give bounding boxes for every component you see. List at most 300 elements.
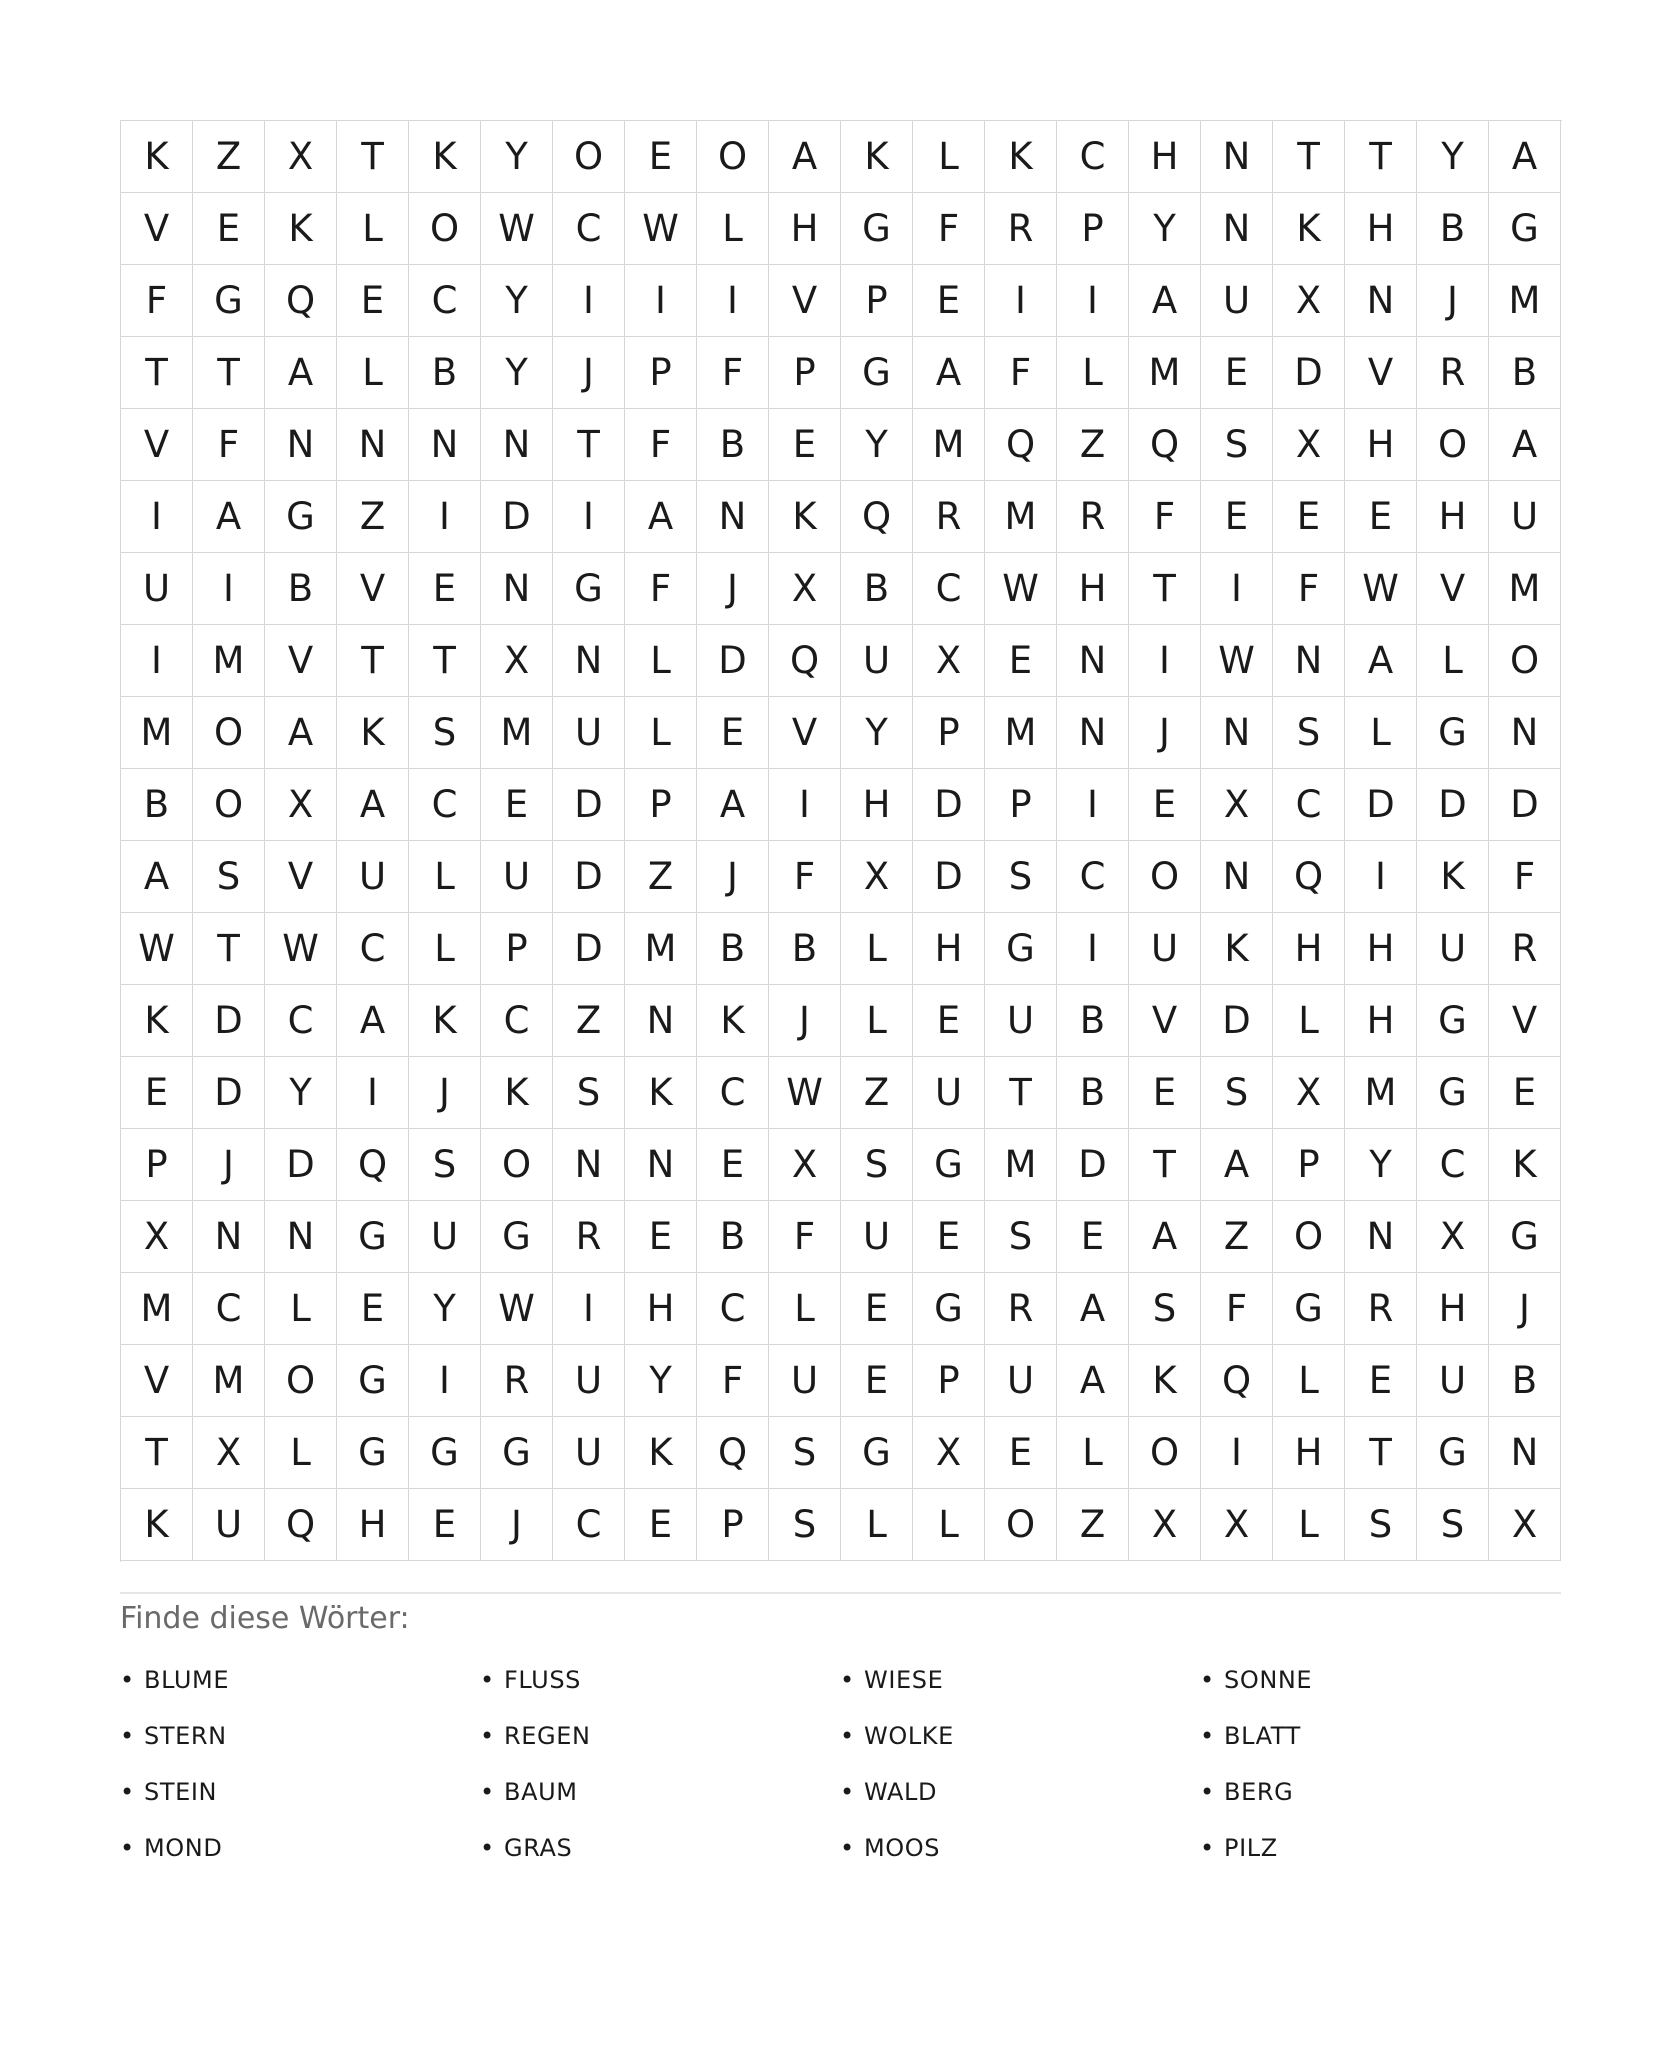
grid-cell[interactable]: F xyxy=(769,841,841,913)
grid-cell[interactable]: F xyxy=(625,553,697,625)
grid-cell[interactable]: F xyxy=(697,337,769,409)
grid-cell[interactable]: Y xyxy=(1345,1129,1417,1201)
grid-cell[interactable]: E xyxy=(193,193,265,265)
grid-cell[interactable]: U xyxy=(553,1345,625,1417)
grid-cell[interactable]: B xyxy=(1489,1345,1561,1417)
grid-cell[interactable]: L xyxy=(841,913,913,985)
grid-cell[interactable]: F xyxy=(913,193,985,265)
grid-cell[interactable]: K xyxy=(1201,913,1273,985)
grid-cell[interactable]: Y xyxy=(841,409,913,481)
grid-cell[interactable]: M xyxy=(1345,1057,1417,1129)
grid-cell[interactable]: F xyxy=(625,409,697,481)
grid-cell[interactable]: X xyxy=(265,121,337,193)
grid-cell[interactable]: P xyxy=(481,913,553,985)
grid-cell[interactable]: E xyxy=(337,1273,409,1345)
grid-cell[interactable]: X xyxy=(1273,1057,1345,1129)
grid-cell[interactable]: V xyxy=(337,553,409,625)
grid-cell[interactable]: G xyxy=(481,1417,553,1489)
grid-cell[interactable]: Q xyxy=(985,409,1057,481)
grid-cell[interactable]: P xyxy=(625,769,697,841)
grid-cell[interactable]: E xyxy=(1201,481,1273,553)
grid-cell[interactable]: F xyxy=(1129,481,1201,553)
grid-cell[interactable]: Q xyxy=(337,1129,409,1201)
grid-cell[interactable]: N xyxy=(265,409,337,481)
grid-cell[interactable]: A xyxy=(337,769,409,841)
grid-cell[interactable]: Z xyxy=(553,985,625,1057)
grid-cell[interactable]: P xyxy=(913,1345,985,1417)
grid-cell[interactable]: J xyxy=(409,1057,481,1129)
grid-cell[interactable]: W xyxy=(985,553,1057,625)
grid-cell[interactable]: W xyxy=(769,1057,841,1129)
grid-cell[interactable]: O xyxy=(1129,841,1201,913)
grid-cell[interactable]: T xyxy=(409,625,481,697)
grid-cell[interactable]: R xyxy=(913,481,985,553)
grid-cell[interactable]: C xyxy=(553,1489,625,1561)
grid-cell[interactable]: K xyxy=(625,1057,697,1129)
grid-cell[interactable]: B xyxy=(769,913,841,985)
grid-cell[interactable]: T xyxy=(121,1417,193,1489)
grid-cell[interactable]: D xyxy=(265,1129,337,1201)
grid-cell[interactable]: I xyxy=(1057,769,1129,841)
grid-cell[interactable]: K xyxy=(337,697,409,769)
grid-cell[interactable]: L xyxy=(1057,1417,1129,1489)
grid-cell[interactable]: E xyxy=(1273,481,1345,553)
grid-cell[interactable]: S xyxy=(769,1489,841,1561)
grid-cell[interactable]: L xyxy=(1273,985,1345,1057)
grid-cell[interactable]: U xyxy=(1417,1345,1489,1417)
grid-cell[interactable]: B xyxy=(697,913,769,985)
grid-cell[interactable]: N xyxy=(1489,1417,1561,1489)
grid-cell[interactable]: E xyxy=(769,409,841,481)
grid-cell[interactable]: P xyxy=(1057,193,1129,265)
grid-cell[interactable]: D xyxy=(193,1057,265,1129)
grid-cell[interactable]: L xyxy=(841,985,913,1057)
grid-cell[interactable]: M xyxy=(193,625,265,697)
grid-cell[interactable]: E xyxy=(121,1057,193,1129)
grid-cell[interactable]: E xyxy=(409,1489,481,1561)
grid-cell[interactable]: H xyxy=(337,1489,409,1561)
grid-cell[interactable]: S xyxy=(1129,1273,1201,1345)
grid-cell[interactable]: Q xyxy=(1273,841,1345,913)
grid-cell[interactable]: K xyxy=(121,121,193,193)
grid-cell[interactable]: A xyxy=(121,841,193,913)
grid-cell[interactable]: G xyxy=(913,1273,985,1345)
grid-cell[interactable]: M xyxy=(985,481,1057,553)
grid-cell[interactable]: L xyxy=(337,337,409,409)
grid-cell[interactable]: F xyxy=(121,265,193,337)
grid-cell[interactable]: A xyxy=(337,985,409,1057)
grid-cell[interactable]: A xyxy=(265,337,337,409)
grid-cell[interactable]: S xyxy=(553,1057,625,1129)
grid-cell[interactable]: K xyxy=(409,985,481,1057)
grid-cell[interactable]: G xyxy=(1417,1057,1489,1129)
grid-cell[interactable]: Y xyxy=(1129,193,1201,265)
grid-cell[interactable]: H xyxy=(1417,1273,1489,1345)
grid-cell[interactable]: K xyxy=(841,121,913,193)
grid-cell[interactable]: T xyxy=(337,625,409,697)
grid-cell[interactable]: G xyxy=(841,193,913,265)
grid-cell[interactable]: L xyxy=(265,1417,337,1489)
grid-cell[interactable]: Y xyxy=(841,697,913,769)
grid-cell[interactable]: I xyxy=(1201,1417,1273,1489)
grid-cell[interactable]: N xyxy=(697,481,769,553)
grid-cell[interactable]: C xyxy=(697,1057,769,1129)
grid-cell[interactable]: S xyxy=(193,841,265,913)
grid-cell[interactable]: V xyxy=(265,625,337,697)
grid-cell[interactable]: A xyxy=(769,121,841,193)
grid-cell[interactable]: V xyxy=(1129,985,1201,1057)
grid-cell[interactable]: J xyxy=(769,985,841,1057)
grid-cell[interactable]: O xyxy=(193,769,265,841)
grid-cell[interactable]: U xyxy=(481,841,553,913)
grid-cell[interactable]: J xyxy=(1489,1273,1561,1345)
grid-cell[interactable]: I xyxy=(121,625,193,697)
grid-cell[interactable]: Q xyxy=(1201,1345,1273,1417)
grid-cell[interactable]: N xyxy=(553,1129,625,1201)
grid-cell[interactable]: C xyxy=(1273,769,1345,841)
grid-cell[interactable]: I xyxy=(409,1345,481,1417)
grid-cell[interactable]: Q xyxy=(769,625,841,697)
grid-cell[interactable]: O xyxy=(985,1489,1057,1561)
grid-cell[interactable]: Z xyxy=(337,481,409,553)
grid-cell[interactable]: H xyxy=(625,1273,697,1345)
grid-cell[interactable]: X xyxy=(913,1417,985,1489)
grid-cell[interactable]: J xyxy=(481,1489,553,1561)
grid-cell[interactable]: A xyxy=(697,769,769,841)
grid-cell[interactable]: H xyxy=(913,913,985,985)
grid-cell[interactable]: U xyxy=(409,1201,481,1273)
grid-cell[interactable]: A xyxy=(625,481,697,553)
grid-cell[interactable]: K xyxy=(121,1489,193,1561)
grid-cell[interactable]: K xyxy=(1417,841,1489,913)
grid-cell[interactable]: M xyxy=(985,1129,1057,1201)
grid-cell[interactable]: A xyxy=(1489,121,1561,193)
grid-cell[interactable]: T xyxy=(985,1057,1057,1129)
grid-cell[interactable]: M xyxy=(1129,337,1201,409)
grid-cell[interactable]: H xyxy=(1345,985,1417,1057)
grid-cell[interactable]: W xyxy=(481,1273,553,1345)
grid-cell[interactable]: P xyxy=(625,337,697,409)
grid-cell[interactable]: M xyxy=(121,1273,193,1345)
grid-cell[interactable]: K xyxy=(409,121,481,193)
grid-cell[interactable]: B xyxy=(1057,985,1129,1057)
grid-cell[interactable]: W xyxy=(1345,553,1417,625)
grid-cell[interactable]: I xyxy=(697,265,769,337)
grid-cell[interactable]: G xyxy=(337,1417,409,1489)
grid-cell[interactable]: I xyxy=(985,265,1057,337)
grid-cell[interactable]: N xyxy=(1057,697,1129,769)
grid-cell[interactable]: J xyxy=(697,841,769,913)
grid-cell[interactable]: N xyxy=(481,409,553,481)
grid-cell[interactable]: G xyxy=(985,913,1057,985)
grid-cell[interactable]: M xyxy=(481,697,553,769)
grid-cell[interactable]: B xyxy=(1417,193,1489,265)
grid-cell[interactable]: X xyxy=(193,1417,265,1489)
grid-cell[interactable]: I xyxy=(625,265,697,337)
grid-cell[interactable]: S xyxy=(1345,1489,1417,1561)
grid-cell[interactable]: O xyxy=(697,121,769,193)
grid-cell[interactable]: U xyxy=(1417,913,1489,985)
grid-cell[interactable]: A xyxy=(913,337,985,409)
grid-cell[interactable]: J xyxy=(553,337,625,409)
grid-cell[interactable]: U xyxy=(841,625,913,697)
grid-cell[interactable]: F xyxy=(1273,553,1345,625)
grid-cell[interactable]: Q xyxy=(265,1489,337,1561)
grid-cell[interactable]: Z xyxy=(841,1057,913,1129)
grid-cell[interactable]: N xyxy=(1201,121,1273,193)
grid-cell[interactable]: D xyxy=(553,913,625,985)
grid-cell[interactable]: Y xyxy=(265,1057,337,1129)
grid-cell[interactable]: G xyxy=(553,553,625,625)
grid-cell[interactable]: V xyxy=(121,193,193,265)
grid-cell[interactable]: A xyxy=(1057,1273,1129,1345)
grid-cell[interactable]: O xyxy=(553,121,625,193)
grid-cell[interactable]: U xyxy=(121,553,193,625)
grid-cell[interactable]: O xyxy=(193,697,265,769)
grid-cell[interactable]: N xyxy=(1273,625,1345,697)
grid-cell[interactable]: I xyxy=(1057,913,1129,985)
grid-cell[interactable]: C xyxy=(553,193,625,265)
grid-cell[interactable]: H xyxy=(1273,913,1345,985)
grid-cell[interactable]: E xyxy=(1345,481,1417,553)
grid-cell[interactable]: T xyxy=(193,337,265,409)
grid-cell[interactable]: L xyxy=(409,841,481,913)
grid-cell[interactable]: Q xyxy=(1129,409,1201,481)
grid-cell[interactable]: W xyxy=(625,193,697,265)
grid-cell[interactable]: X xyxy=(1273,409,1345,481)
grid-cell[interactable]: Z xyxy=(1201,1201,1273,1273)
grid-cell[interactable]: P xyxy=(121,1129,193,1201)
grid-cell[interactable]: X xyxy=(121,1201,193,1273)
grid-cell[interactable]: N xyxy=(337,409,409,481)
grid-cell[interactable]: C xyxy=(1057,121,1129,193)
grid-cell[interactable]: D xyxy=(697,625,769,697)
grid-cell[interactable]: O xyxy=(1273,1201,1345,1273)
grid-cell[interactable]: B xyxy=(1057,1057,1129,1129)
grid-cell[interactable]: T xyxy=(1129,1129,1201,1201)
grid-cell[interactable]: G xyxy=(1417,985,1489,1057)
grid-cell[interactable]: X xyxy=(1417,1201,1489,1273)
grid-cell[interactable]: X xyxy=(265,769,337,841)
grid-cell[interactable]: B xyxy=(121,769,193,841)
grid-cell[interactable]: X xyxy=(841,841,913,913)
grid-cell[interactable]: N xyxy=(1345,1201,1417,1273)
grid-cell[interactable]: G xyxy=(265,481,337,553)
grid-cell[interactable]: E xyxy=(625,1489,697,1561)
grid-cell[interactable]: E xyxy=(625,1201,697,1273)
grid-cell[interactable]: V xyxy=(769,265,841,337)
grid-cell[interactable]: K xyxy=(1129,1345,1201,1417)
grid-cell[interactable]: U xyxy=(985,1345,1057,1417)
grid-cell[interactable]: L xyxy=(265,1273,337,1345)
grid-cell[interactable]: F xyxy=(1201,1273,1273,1345)
grid-cell[interactable]: U xyxy=(553,697,625,769)
grid-cell[interactable]: K xyxy=(985,121,1057,193)
grid-cell[interactable]: A xyxy=(193,481,265,553)
grid-cell[interactable]: H xyxy=(1417,481,1489,553)
grid-cell[interactable]: D xyxy=(193,985,265,1057)
grid-cell[interactable]: A xyxy=(1129,1201,1201,1273)
grid-cell[interactable]: H xyxy=(1129,121,1201,193)
grid-cell[interactable]: U xyxy=(913,1057,985,1129)
grid-cell[interactable]: X xyxy=(481,625,553,697)
grid-cell[interactable]: C xyxy=(409,769,481,841)
grid-cell[interactable]: T xyxy=(1129,553,1201,625)
grid-cell[interactable]: N xyxy=(553,625,625,697)
grid-cell[interactable]: B xyxy=(697,409,769,481)
grid-cell[interactable]: T xyxy=(553,409,625,481)
grid-cell[interactable]: I xyxy=(409,481,481,553)
grid-cell[interactable]: E xyxy=(1345,1345,1417,1417)
grid-cell[interactable]: E xyxy=(1057,1201,1129,1273)
grid-cell[interactable]: P xyxy=(913,697,985,769)
grid-cell[interactable]: J xyxy=(697,553,769,625)
grid-cell[interactable]: O xyxy=(1489,625,1561,697)
grid-cell[interactable]: X xyxy=(913,625,985,697)
grid-cell[interactable]: X xyxy=(1489,1489,1561,1561)
grid-cell[interactable]: L xyxy=(1417,625,1489,697)
grid-cell[interactable]: E xyxy=(409,553,481,625)
grid-cell[interactable]: M xyxy=(193,1345,265,1417)
grid-cell[interactable]: D xyxy=(1489,769,1561,841)
grid-cell[interactable]: V xyxy=(769,697,841,769)
grid-cell[interactable]: L xyxy=(409,913,481,985)
grid-cell[interactable]: T xyxy=(337,121,409,193)
grid-cell[interactable]: Z xyxy=(1057,1489,1129,1561)
grid-cell[interactable]: P xyxy=(697,1489,769,1561)
grid-cell[interactable]: N xyxy=(1345,265,1417,337)
grid-cell[interactable]: T xyxy=(1273,121,1345,193)
grid-cell[interactable]: B xyxy=(409,337,481,409)
grid-cell[interactable]: U xyxy=(1489,481,1561,553)
grid-cell[interactable]: R xyxy=(553,1201,625,1273)
grid-cell[interactable]: P xyxy=(841,265,913,337)
grid-cell[interactable]: N xyxy=(481,553,553,625)
grid-cell[interactable]: Y xyxy=(1417,121,1489,193)
grid-cell[interactable]: E xyxy=(1129,769,1201,841)
grid-cell[interactable]: X xyxy=(769,553,841,625)
grid-cell[interactable]: N xyxy=(1201,841,1273,913)
grid-cell[interactable]: B xyxy=(841,553,913,625)
grid-cell[interactable]: A xyxy=(1345,625,1417,697)
grid-cell[interactable]: M xyxy=(1489,265,1561,337)
grid-cell[interactable]: G xyxy=(409,1417,481,1489)
grid-cell[interactable]: L xyxy=(1057,337,1129,409)
grid-cell[interactable]: Q xyxy=(841,481,913,553)
grid-cell[interactable]: N xyxy=(1201,193,1273,265)
grid-cell[interactable]: R xyxy=(1489,913,1561,985)
grid-cell[interactable]: U xyxy=(1201,265,1273,337)
grid-cell[interactable]: G xyxy=(1417,1417,1489,1489)
grid-cell[interactable]: I xyxy=(1201,553,1273,625)
grid-cell[interactable]: K xyxy=(769,481,841,553)
grid-cell[interactable]: G xyxy=(481,1201,553,1273)
grid-cell[interactable]: I xyxy=(1345,841,1417,913)
grid-cell[interactable]: C xyxy=(193,1273,265,1345)
grid-cell[interactable]: X xyxy=(769,1129,841,1201)
grid-cell[interactable]: I xyxy=(553,265,625,337)
grid-cell[interactable]: M xyxy=(1489,553,1561,625)
grid-cell[interactable]: L xyxy=(913,1489,985,1561)
grid-cell[interactable]: Z xyxy=(193,121,265,193)
grid-cell[interactable]: I xyxy=(1129,625,1201,697)
grid-cell[interactable]: K xyxy=(1489,1129,1561,1201)
grid-cell[interactable]: F xyxy=(1489,841,1561,913)
grid-cell[interactable]: V xyxy=(1345,337,1417,409)
grid-cell[interactable]: V xyxy=(1489,985,1561,1057)
grid-cell[interactable]: C xyxy=(697,1273,769,1345)
grid-cell[interactable]: U xyxy=(193,1489,265,1561)
grid-cell[interactable]: N xyxy=(409,409,481,481)
grid-cell[interactable]: V xyxy=(1417,553,1489,625)
grid-cell[interactable]: H xyxy=(1345,913,1417,985)
grid-cell[interactable]: C xyxy=(1057,841,1129,913)
grid-cell[interactable]: C xyxy=(337,913,409,985)
grid-cell[interactable]: R xyxy=(481,1345,553,1417)
grid-cell[interactable]: K xyxy=(481,1057,553,1129)
grid-cell[interactable]: W xyxy=(481,193,553,265)
grid-cell[interactable]: A xyxy=(1489,409,1561,481)
grid-cell[interactable]: M xyxy=(121,697,193,769)
grid-cell[interactable]: H xyxy=(841,769,913,841)
grid-cell[interactable]: S xyxy=(1273,697,1345,769)
grid-cell[interactable]: U xyxy=(337,841,409,913)
grid-cell[interactable]: N xyxy=(1201,697,1273,769)
grid-cell[interactable]: E xyxy=(841,1345,913,1417)
grid-cell[interactable]: E xyxy=(985,1417,1057,1489)
grid-cell[interactable]: V xyxy=(121,1345,193,1417)
grid-cell[interactable]: H xyxy=(769,193,841,265)
grid-cell[interactable]: E xyxy=(1489,1057,1561,1129)
grid-cell[interactable]: L xyxy=(625,697,697,769)
grid-cell[interactable]: B xyxy=(1489,337,1561,409)
grid-cell[interactable]: J xyxy=(1129,697,1201,769)
grid-cell[interactable]: O xyxy=(1129,1417,1201,1489)
grid-cell[interactable]: G xyxy=(1489,193,1561,265)
grid-cell[interactable]: G xyxy=(1489,1201,1561,1273)
grid-cell[interactable]: U xyxy=(769,1345,841,1417)
grid-cell[interactable]: E xyxy=(985,625,1057,697)
grid-cell[interactable]: E xyxy=(913,985,985,1057)
grid-cell[interactable]: Y xyxy=(625,1345,697,1417)
grid-cell[interactable]: D xyxy=(913,841,985,913)
grid-cell[interactable]: E xyxy=(697,697,769,769)
grid-cell[interactable]: I xyxy=(193,553,265,625)
grid-cell[interactable]: K xyxy=(121,985,193,1057)
grid-cell[interactable]: L xyxy=(913,121,985,193)
grid-cell[interactable]: X xyxy=(1201,769,1273,841)
grid-cell[interactable]: S xyxy=(769,1417,841,1489)
grid-cell[interactable]: H xyxy=(1345,409,1417,481)
grid-cell[interactable]: K xyxy=(265,193,337,265)
grid-cell[interactable]: L xyxy=(697,193,769,265)
grid-cell[interactable]: A xyxy=(265,697,337,769)
grid-cell[interactable]: N xyxy=(1057,625,1129,697)
grid-cell[interactable]: O xyxy=(481,1129,553,1201)
grid-cell[interactable]: R xyxy=(985,1273,1057,1345)
grid-cell[interactable]: W xyxy=(1201,625,1273,697)
grid-cell[interactable]: E xyxy=(697,1129,769,1201)
grid-cell[interactable]: L xyxy=(337,193,409,265)
grid-cell[interactable]: S xyxy=(1201,409,1273,481)
grid-cell[interactable]: I xyxy=(769,769,841,841)
grid-cell[interactable]: V xyxy=(265,841,337,913)
grid-cell[interactable]: K xyxy=(625,1417,697,1489)
grid-cell[interactable]: P xyxy=(1273,1129,1345,1201)
grid-cell[interactable]: L xyxy=(1273,1345,1345,1417)
grid-cell[interactable]: S xyxy=(1201,1057,1273,1129)
grid-cell[interactable]: N xyxy=(265,1201,337,1273)
